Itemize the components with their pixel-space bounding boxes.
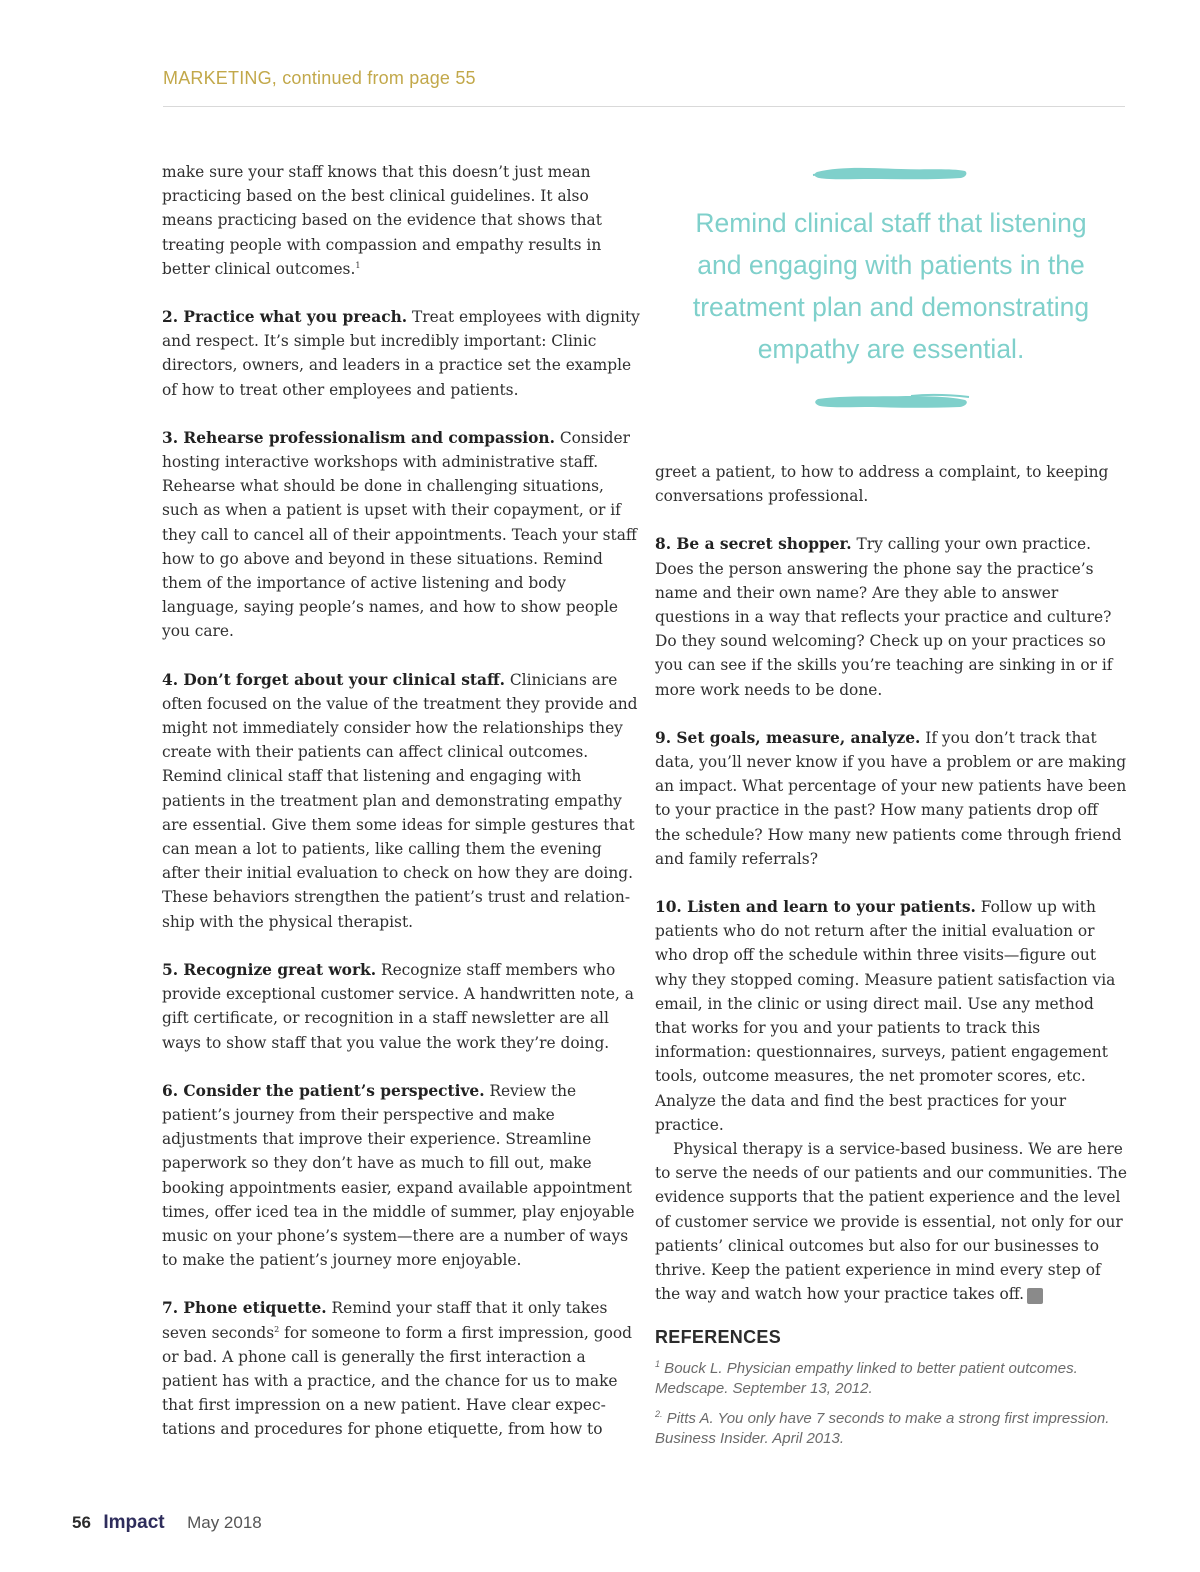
references-heading: REFERENCES xyxy=(655,1326,782,1347)
running-head: MARKETING, continued from page 55 xyxy=(163,68,476,88)
item-4-heading: 4. Don’t forget about your clinical staff. xyxy=(162,670,505,689)
pull-quote-text: Remind clinical staff that listening and engaging with patients in the treatment plan and demonstrating empathy are essential. xyxy=(692,208,1090,364)
item-3-heading: 3. Rehearse professionalism and compassion. xyxy=(162,428,555,447)
brush-stroke-top-decoration xyxy=(811,160,971,186)
item-9-heading: 9. Set goals, measure, analyze. xyxy=(655,728,921,747)
item-10-heading: 10. Listen and learn to your patients. xyxy=(655,898,976,917)
item-7-heading: 7. Phone etiquette. xyxy=(162,1299,327,1318)
header-divider xyxy=(163,106,1125,107)
end-of-article-icon: I xyxy=(1027,1288,1043,1304)
reference-item-2: $^{2.}$ Pitts A. You only have 7 seconds to make a strong first impression. Business Insider. April 2013. xyxy=(655,1408,1110,1447)
item-8-heading: 8. Be a secret shopper. xyxy=(655,535,852,554)
item-6-heading: 6. Consider the patient’s perspective. xyxy=(162,1081,485,1100)
item-7: 7. Phone etiquette. Remind your staff that it only takes seven seconds$^2$ for someone to form a first impression, good or bad. A phone call is generally the first interaction a patient has with a practice, and the chance for us to make that first impression on a new patient. Have clear expectations and procedures for phone etiquette, from how to xyxy=(162,1299,632,1439)
item-6: 6. Consider the patient’s perspective. Review the patient’s journey from their perspective and make adjustments that improve their experience. Streamline paperwork so they don’t have as much to fill out, make booking appointments easier, expand available appointment times, offer iced tea in the middle of summer, play enjoyable music on your phone’s system—there are a number of ways to make the patient’s journey more enjoyable. xyxy=(162,1081,635,1270)
footnote-ref-2: 2 xyxy=(274,1324,280,1334)
reference-item-1: $^1$ Bouck L. Physician empathy linked to better patient outcomes. Medscape. September 13, 2012. xyxy=(655,1358,1078,1397)
page-number: 56 xyxy=(72,1513,91,1532)
continuation-paragraph: greet a patient, to how to address a complaint, to keeping conversations professional. xyxy=(655,463,1109,506)
footnote-ref-1: 1 xyxy=(355,260,361,270)
item-10: 10. Listen and learn to your patients. Follow up with patients who do not return after the initial evaluation or who drop off the schedule within three visits—figure out why they stopped coming. Measure patient satisfaction via email, in the clinic or using direct mail. Use any method that works for you and your patients to track this information: questionnaires, surveys, patient engagement tools, outcome measures, the net promoter scores, etc. Analyze the data and find the best practices for your practice. xyxy=(655,898,1116,1134)
item-2: 2. Practice what you preach. Treat employees with dignity and respect. It’s simple but incredibly important: Clinic directors, owners, and leaders in a practice set the example of how to treat other employees and patients. xyxy=(162,308,640,399)
item-8: 8. Be a secret shopper. Try calling your own practice. Does the person answering the phone say the practice’s name and their own name? Are they able to answer questions in a way that reflects your practice and culture? Do they sound welcoming? Check up on your practices so you can see if the skills you’re teaching are sinking in or if more work needs to be done. xyxy=(655,535,1113,699)
right-column xyxy=(655,460,1127,1459)
item-4: 4. Don’t forget about your clinical staff. Clinicians are often focused on the value of the treatment they provide and might not immediately consider how the relationships they create with their patients can affect clinical outcomes. Remind clinical staff that listening and engaging with patients in the treatment plan and demonstrating empathy are essential. Give them some ideas for simple gestures that can mean a lot to patients, like calling them the evening after their initial evaluation to check on how they are doing. These behaviors strengthen the patient’s trust and relationship with the physical therapist. xyxy=(162,670,638,931)
item-9: 9. Set goals, measure, analyze. If you don’t track that data, you’ll never know if you have a problem or are making an impact. What percentage of your new patients have been to your practice in the past? How many patients drop off the schedule? How many new patients come through friend and family referrals? xyxy=(655,728,1127,868)
left-column xyxy=(162,160,640,1442)
magazine-title: Impact xyxy=(103,1512,165,1533)
pull-quote xyxy=(676,160,1106,414)
brush-stroke-bottom-decoration xyxy=(811,388,971,414)
item-2-heading: 2. Practice what you preach. xyxy=(162,308,408,327)
item-5: 5. Recognize great work. Recognize staff members who provide exceptional customer service. A handwritten note, a gift certificate, or recognition in a staff newsletter are all ways to show staff that you value the work they’re doing. xyxy=(162,960,634,1052)
closing-paragraph: Physical therapy is a service-based business. We are here to serve the needs of our patients and our communities. The evidence supports that the patient experience and the level of customer service we provide is essential, not only for our patients’ clinical outcomes but also for our businesses to thrive. Keep the patient experience in mind every step of the way and watch how your practice takes off. I xyxy=(655,1140,1127,1304)
page-footer xyxy=(72,1512,262,1534)
intro-paragraph: make sure your staff knows that this doesn’t just mean practicing based on the best clinical guidelines. It also means practicing based on the evidence that shows that treating people with compassion and empathy results in better clinical outcomes.$^1$ xyxy=(162,163,602,278)
item-5-heading: 5. Recognize great work. xyxy=(162,960,377,979)
issue-date: May 2018 xyxy=(187,1513,262,1532)
item-3: 3. Rehearse professionalism and compassion. Consider hosting interactive workshops with administrative staff. Rehearse what should be done in challenging situations, such as when a patient is upset with their copayment, or if they call to cancel all of their appointments. Teach your staff how to go above and beyond in these situations. Remind them of the importance of active listening and body language, saying people’s names, and how to show people you care. xyxy=(162,428,637,641)
